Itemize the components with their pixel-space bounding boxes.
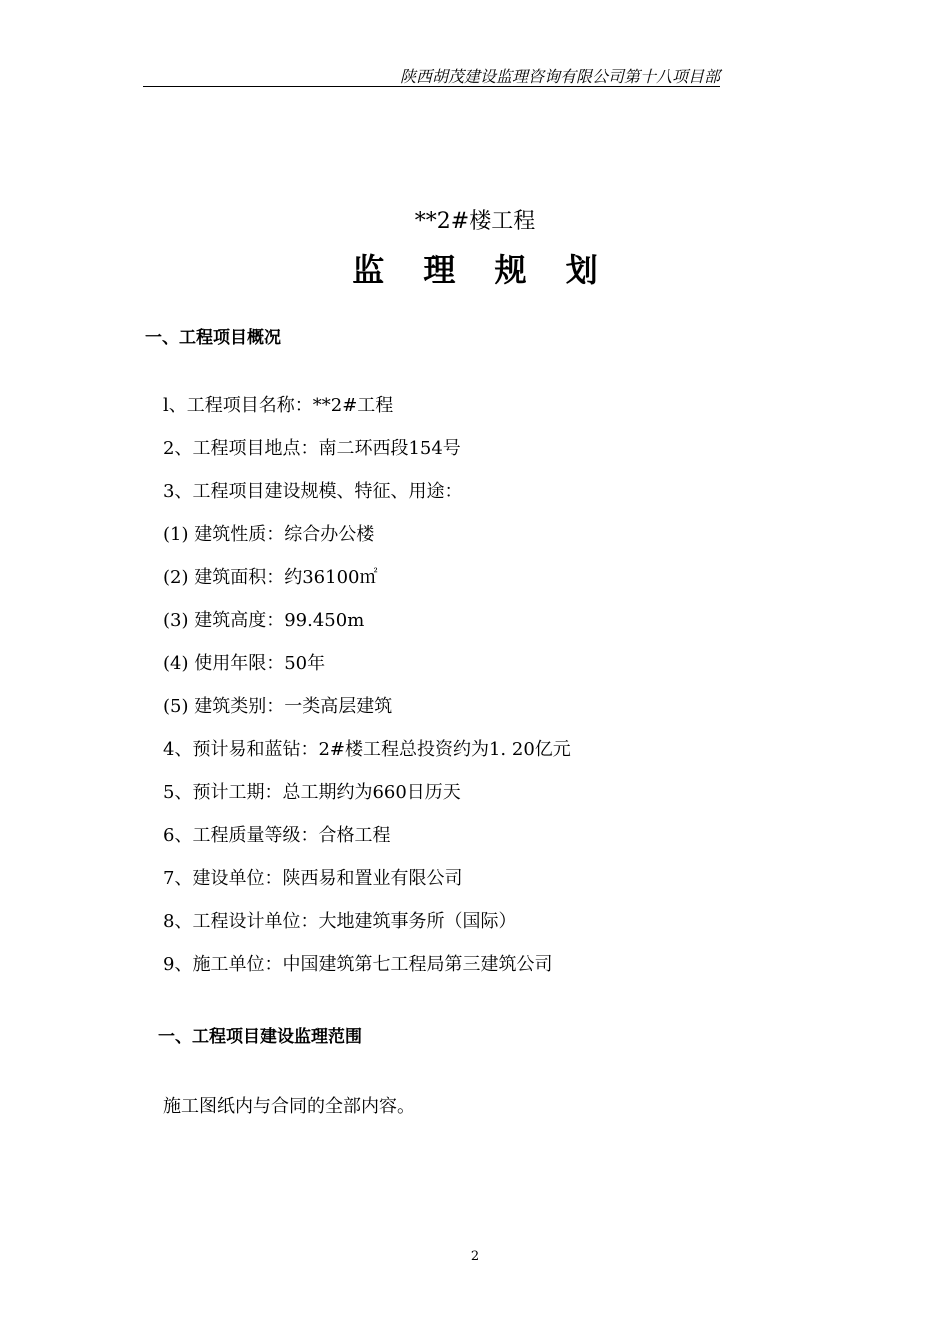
- list-item: 5、预计工期：总工期约为660日历天: [163, 782, 461, 803]
- list-item: (5) 建筑类别：一类高层建筑: [163, 696, 393, 717]
- list-item: 7、建设单位：陕西易和置业有限公司: [163, 868, 463, 889]
- header-rule: [143, 86, 720, 87]
- list-item: 8、工程设计单位：大地建筑事务所（国际）: [163, 911, 517, 932]
- overview-item-list: [163, 393, 571, 995]
- list-item: (1) 建筑性质：综合办公楼: [163, 524, 375, 545]
- page-header-text: 陕西胡茂建设监理咨询有限公司第十八项目部: [399, 67, 720, 86]
- list-item: (3) 建筑高度：99.450m: [163, 610, 365, 631]
- scope-paragraph: 施工图纸内与合同的全部内容。: [163, 1096, 415, 1117]
- list-item: 9、施工单位：中国建筑第七工程局第三建筑公司: [163, 954, 553, 975]
- section-heading-overview: 一、工程项目概况: [145, 328, 281, 348]
- list-item: 4、预计易和蓝钻：2#楼工程总投资约为1. 20亿元: [163, 739, 571, 760]
- section-heading-scope: 一、工程项目建设监理范围: [158, 1027, 362, 1047]
- list-item: 2、工程项目地点：南二环西段154号: [163, 438, 461, 459]
- list-item: 6、工程质量等级：合格工程: [163, 825, 391, 846]
- page-number: 2: [470, 1249, 480, 1264]
- document-subtitle: **2#楼工程: [414, 209, 536, 234]
- list-item: 3、工程项目建设规模、特征、用途：: [163, 481, 463, 502]
- list-item: l、工程项目名称：**2#工程: [163, 395, 394, 416]
- list-item: (2) 建筑面积：约36100㎡: [163, 567, 378, 588]
- document-title: 监 理 规 划: [352, 251, 612, 289]
- list-item: (4) 使用年限：50年: [163, 653, 326, 674]
